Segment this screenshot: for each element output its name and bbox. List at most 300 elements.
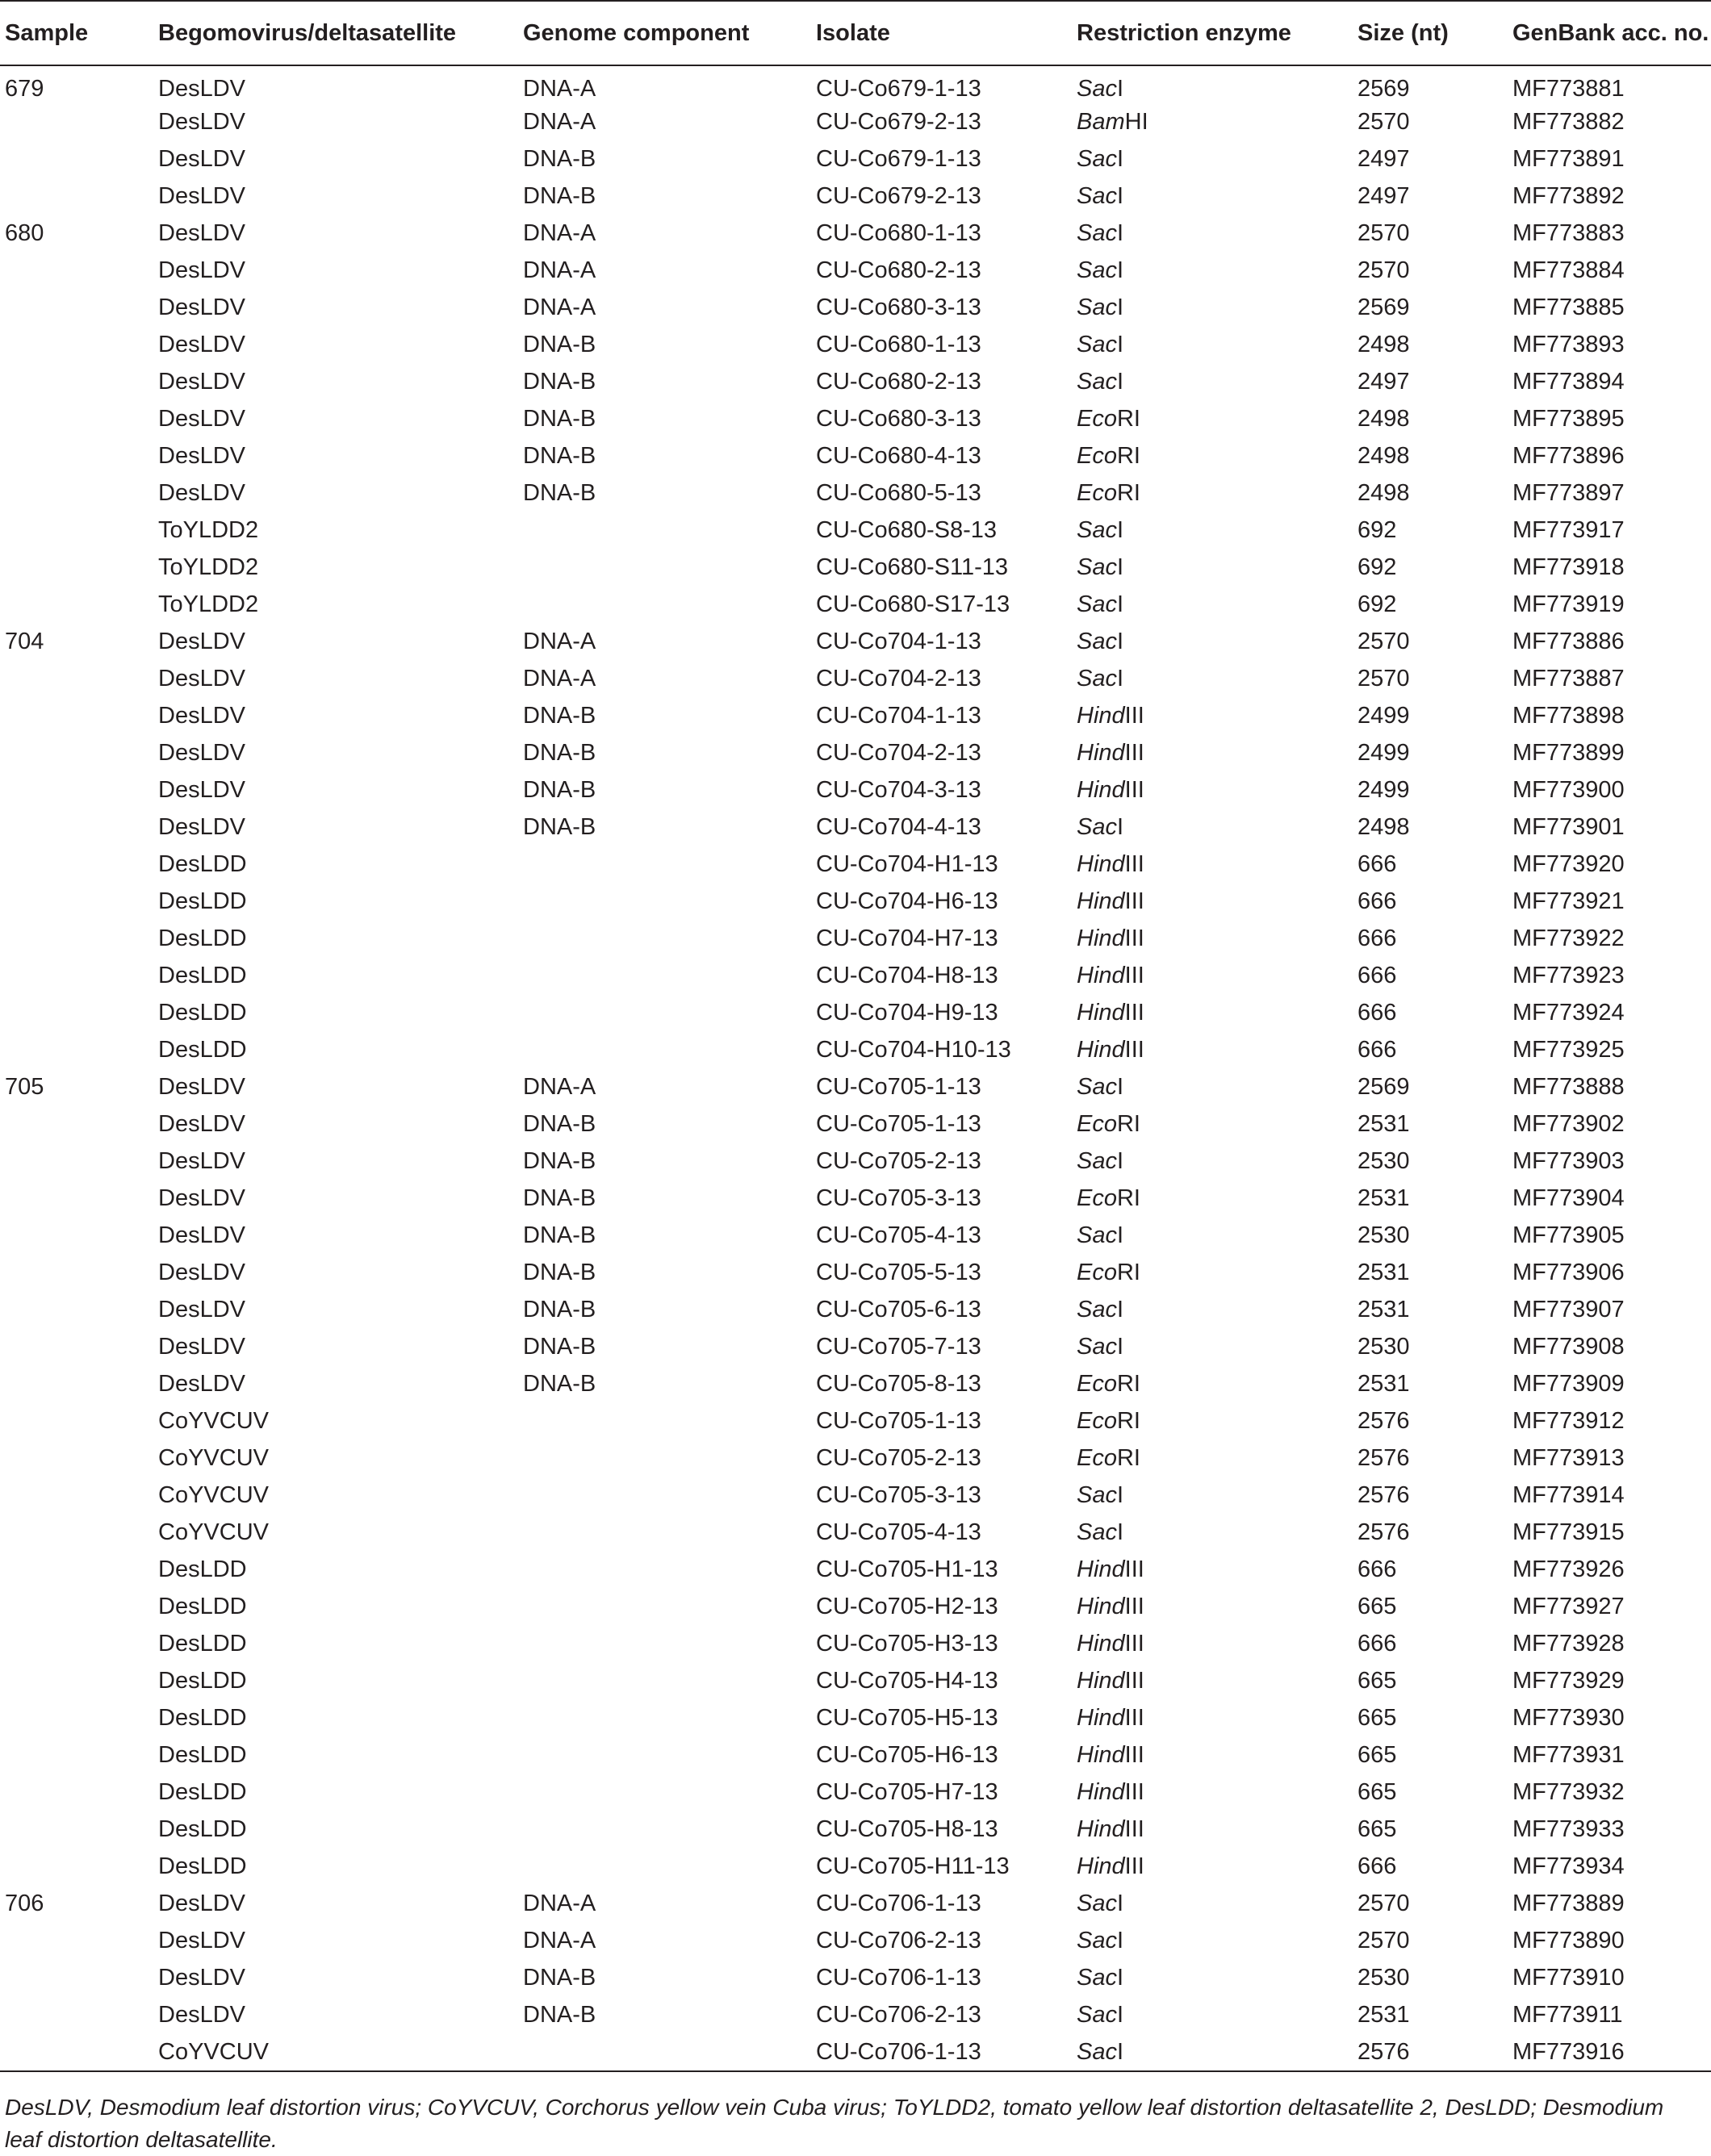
enzyme-italic-part: Hind	[1077, 740, 1125, 766]
cell-size: 2530	[1358, 1222, 1410, 1248]
cell-restriction-enzyme	[1072, 437, 1353, 474]
cell-isolate: CU-Co706-1-13	[811, 2033, 1072, 2071]
table-row	[0, 1031, 1711, 1068]
cell-genome-component	[518, 549, 811, 586]
cell-genbank-acc: MF773902	[1512, 1111, 1625, 1137]
cell-genome-component: DNA-B	[523, 1260, 596, 1285]
enzyme-italic-part: Sac	[1077, 369, 1117, 395]
cell-sample: 705	[5, 1074, 44, 1100]
cell-restriction-enzyme	[1072, 1439, 1353, 1477]
cell-genbank-acc: MF773907	[1512, 1297, 1625, 1322]
cell-genome-component: DNA-B	[523, 814, 596, 840]
cell-size: 2570	[1358, 257, 1410, 283]
cell-sample	[0, 1811, 153, 1848]
cell-restriction-enzyme	[1072, 883, 1353, 920]
enzyme-suffix: RI	[1116, 1260, 1140, 1285]
cell-sample	[0, 1588, 153, 1625]
cell-isolate: CU-Co705-2-13	[816, 1445, 981, 1471]
table-row	[0, 994, 1711, 1031]
cell-sample	[0, 1699, 153, 1736]
enzyme-italic-part: Sac	[1077, 2039, 1117, 2065]
cell-begomovirus: DesLDV	[158, 369, 245, 395]
cell-begomovirus: CoYVCUV	[158, 1408, 269, 1434]
cell-sample	[0, 1031, 153, 1068]
table-row	[0, 1477, 1711, 1514]
cell-size: 2570	[1358, 220, 1410, 246]
cell-isolate: CU-Co704-3-13	[816, 777, 981, 803]
cell-sample: 680	[5, 220, 44, 246]
cell-isolate: CU-Co705-2-13	[816, 1148, 981, 1174]
table-row	[0, 1774, 1711, 1811]
header-genome-component: Genome component	[518, 1, 811, 65]
table-row	[0, 140, 1711, 178]
table-row	[0, 957, 1711, 994]
enzyme-italic-part: Hind	[1077, 1853, 1125, 1879]
cell-genbank-acc: MF773924	[1512, 1000, 1625, 1026]
cell-genbank-acc: MF773913	[1512, 1445, 1625, 1471]
cell-sample	[0, 1514, 153, 1551]
cell-begomovirus: DesLDD	[158, 1853, 247, 1879]
cell-restriction-enzyme	[1072, 1774, 1353, 1811]
enzyme-suffix: RI	[1116, 1185, 1140, 1211]
enzyme-suffix: I	[1116, 554, 1124, 580]
enzyme-suffix: I	[1116, 629, 1124, 654]
cell-isolate: CU-Co679-2-13	[816, 109, 981, 135]
enzyme-suffix: I	[1116, 2002, 1124, 2028]
cell-sample	[0, 2033, 153, 2071]
cell-sample	[0, 140, 153, 178]
cell-size: 2531	[1358, 1260, 1410, 1285]
cell-size: 665	[1358, 1816, 1397, 1842]
cell-begomovirus: CoYVCUV	[153, 2033, 518, 2071]
cell-isolate: CU-Co680-2-13	[816, 257, 981, 283]
cell-begomovirus: DesLDD	[158, 1779, 247, 1805]
cell-begomovirus: DesLDV	[158, 2002, 245, 2028]
cell-begomovirus: DesLDV	[158, 443, 245, 469]
cell-genbank-acc: MF773896	[1512, 443, 1625, 469]
cell-genbank-acc: MF773905	[1512, 1222, 1625, 1248]
table-row	[0, 920, 1711, 957]
cell-genbank-acc: MF773921	[1512, 888, 1625, 914]
cell-isolate: CU-Co705-H3-13	[816, 1631, 998, 1657]
enzyme-italic-part: Sac	[1077, 1482, 1117, 1508]
table-row	[0, 1143, 1711, 1180]
cell-begomovirus: DesLDD	[158, 1594, 247, 1619]
cell-size: 2499	[1358, 777, 1410, 803]
cell-sample	[0, 771, 153, 808]
enzyme-italic-part: Hind	[1077, 1779, 1125, 1805]
cell-sample	[0, 1365, 153, 1402]
cell-genome-component	[518, 1477, 811, 1514]
cell-restriction-enzyme	[1072, 660, 1353, 697]
table-row	[0, 474, 1711, 512]
enzyme-suffix: I	[1116, 1074, 1124, 1100]
cell-begomovirus: DesLDD	[158, 963, 247, 988]
cell-begomovirus: DesLDV	[158, 1334, 245, 1360]
cell-begomovirus: DesLDV	[158, 109, 245, 135]
enzyme-italic-part: Hind	[1077, 888, 1125, 914]
enzyme-suffix: III	[1124, 1742, 1144, 1768]
cell-genome-component: DNA-B	[523, 146, 596, 172]
cell-begomovirus: DesLDV	[158, 777, 245, 803]
cell-genbank-acc: MF773912	[1512, 1408, 1625, 1434]
table-row	[0, 1180, 1711, 1217]
cell-sample	[0, 549, 153, 586]
cell-restriction-enzyme	[1072, 920, 1353, 957]
cell-genbank-acc: MF773916	[1508, 2033, 1711, 2071]
cell-genome-component: DNA-B	[523, 443, 596, 469]
cell-genome-component: DNA-B	[523, 1297, 596, 1322]
enzyme-italic-part: Sac	[1077, 1148, 1117, 1174]
cell-begomovirus: DesLDV	[158, 146, 245, 172]
header-restriction-enzyme: Restriction enzyme	[1072, 1, 1353, 65]
enzyme-italic-part: Eco	[1077, 443, 1117, 469]
table-row	[0, 1402, 1711, 1439]
cell-isolate: CU-Co705-6-13	[816, 1297, 981, 1322]
table-row	[0, 623, 1711, 660]
table-row	[0, 771, 1711, 808]
cell-restriction-enzyme	[1072, 1662, 1353, 1699]
cell-size: 2576	[1353, 2033, 1508, 2071]
table-footnote: DesLDV, Desmodium leaf distortion virus; CoYVCUV, Corchorus yellow vein Cuba virus; ToYLDD2, tomato yellow leaf distortion deltasatellite 2, DesLDD; Desmodium leaf distortion deltasatellite.	[5, 2095, 1664, 2152]
cell-isolate: CU-Co705-H6-13	[816, 1742, 998, 1768]
enzyme-italic-part: Hind	[1077, 1000, 1125, 1026]
cell-isolate: CU-Co680-3-13	[816, 295, 981, 320]
cell-sample	[0, 1551, 153, 1588]
cell-sample	[0, 994, 153, 1031]
cell-begomovirus: ToYLDD2	[158, 517, 259, 543]
enzyme-suffix: III	[1124, 888, 1144, 914]
cell-isolate: CU-Co704-1-13	[816, 703, 981, 729]
cell-genbank-acc: MF773919	[1512, 591, 1625, 617]
cell-restriction-enzyme	[1072, 1291, 1353, 1328]
cell-size: 2499	[1358, 740, 1410, 766]
table-row	[0, 660, 1711, 697]
table-body	[0, 65, 1711, 2071]
cell-sample	[0, 957, 153, 994]
header-row	[0, 1, 1711, 65]
table-row	[0, 1068, 1711, 1105]
cell-begomovirus: DesLDV	[158, 295, 245, 320]
cell-size: 665	[1358, 1594, 1397, 1619]
cell-genome-component: DNA-B	[523, 1334, 596, 1360]
enzyme-suffix: RI	[1116, 406, 1140, 432]
cell-size: 2576	[1358, 1482, 1410, 1508]
cell-begomovirus: DesLDV	[158, 666, 245, 692]
cell-genome-component	[518, 1551, 811, 1588]
enzyme-italic-part: Eco	[1077, 406, 1117, 432]
cell-begomovirus: DesLDD	[158, 1037, 247, 1063]
cell-genbank-acc: MF773901	[1512, 814, 1625, 840]
cell-sample	[0, 326, 153, 363]
enzyme-suffix: I	[1116, 1334, 1124, 1360]
cell-genbank-acc: MF773891	[1512, 146, 1625, 172]
cell-sample	[0, 1254, 153, 1291]
cell-restriction-enzyme	[1072, 1922, 1353, 1959]
cell-size: 665	[1358, 1779, 1397, 1805]
enzyme-italic-part: Sac	[1077, 1334, 1117, 1360]
cell-sample	[0, 660, 153, 697]
enzyme-suffix: RI	[1116, 1445, 1140, 1471]
cell-genome-component: DNA-B	[523, 1965, 596, 1991]
cell-genbank-acc: MF773920	[1512, 851, 1625, 877]
cell-genbank-acc: MF773898	[1512, 703, 1625, 729]
enzyme-suffix: III	[1124, 1853, 1144, 1879]
cell-begomovirus: DesLDV	[158, 703, 245, 729]
cell-begomovirus: ToYLDD2	[158, 554, 259, 580]
cell-restriction-enzyme	[1072, 1477, 1353, 1514]
cell-genbank-acc: MF773882	[1512, 109, 1625, 135]
cell-size: 2498	[1358, 443, 1410, 469]
enzyme-suffix: I	[1116, 517, 1124, 543]
cell-sample	[0, 400, 153, 437]
cell-genbank-acc: MF773899	[1512, 740, 1625, 766]
cell-genbank-acc: MF773931	[1512, 1742, 1625, 1768]
cell-size: 2570	[1358, 109, 1410, 135]
enzyme-suffix: III	[1124, 1668, 1144, 1694]
cell-begomovirus: DesLDV	[158, 220, 245, 246]
cell-genbank-acc: MF773914	[1512, 1482, 1625, 1508]
cell-genome-component: DNA-B	[523, 703, 596, 729]
cell-genbank-acc: MF773895	[1512, 406, 1625, 432]
enzyme-italic-part: Eco	[1077, 1260, 1117, 1285]
cell-begomovirus: DesLDV	[158, 332, 245, 357]
cell-genome-component	[518, 1848, 811, 1885]
cell-isolate: CU-Co680-S17-13	[816, 591, 1010, 617]
cell-sample: 679	[5, 76, 44, 102]
cell-begomovirus: DesLDV	[158, 629, 245, 654]
cell-begomovirus: DesLDV	[158, 1965, 245, 1991]
cell-sample	[0, 846, 153, 883]
cell-genome-component	[518, 1514, 811, 1551]
cell-genbank-acc: MF773888	[1512, 1074, 1625, 1100]
cell-genbank-acc: MF773925	[1512, 1037, 1625, 1063]
cell-begomovirus: DesLDD	[158, 1668, 247, 1694]
cell-isolate: CU-Co704-4-13	[816, 814, 981, 840]
table-row	[0, 734, 1711, 771]
table-row	[0, 1736, 1711, 1774]
cell-size: 2570	[1358, 629, 1410, 654]
cell-sample	[0, 512, 153, 549]
cell-restriction-enzyme	[1072, 474, 1353, 512]
cell-sample	[0, 363, 153, 400]
cell-restriction-enzyme	[1072, 1180, 1353, 1217]
enzyme-suffix: III	[1124, 777, 1144, 803]
table-row	[0, 103, 1711, 140]
cell-genome-component: DNA-B	[523, 1371, 596, 1397]
cell-isolate: CU-Co705-1-13	[816, 1111, 981, 1137]
enzyme-suffix: III	[1124, 1816, 1144, 1842]
cell-sample	[0, 883, 153, 920]
cell-genbank-acc: MF773926	[1512, 1556, 1625, 1582]
cell-isolate: CU-Co705-H1-13	[816, 1556, 998, 1582]
table-row	[0, 1365, 1711, 1402]
enzyme-suffix: I	[1116, 1148, 1124, 1174]
cell-genome-component: DNA-B	[523, 740, 596, 766]
cell-genbank-acc: MF773908	[1512, 1334, 1625, 1360]
cell-genome-component	[518, 1439, 811, 1477]
cell-restriction-enzyme	[1072, 734, 1353, 771]
cell-restriction-enzyme	[1072, 808, 1353, 846]
enzyme-italic-part: Sac	[1077, 220, 1117, 246]
enzyme-suffix: I	[1116, 220, 1124, 246]
cell-restriction-enzyme	[1072, 1217, 1353, 1254]
enzyme-suffix: III	[1124, 740, 1144, 766]
table-row	[0, 883, 1711, 920]
enzyme-italic-part: Sac	[1077, 1965, 1117, 1991]
enzyme-suffix: I	[1116, 183, 1124, 209]
cell-genbank-acc: MF773928	[1512, 1631, 1625, 1657]
enzyme-suffix: RI	[1116, 1371, 1140, 1397]
enzyme-suffix: I	[1116, 1222, 1124, 1248]
cell-isolate: CU-Co704-H1-13	[816, 851, 998, 877]
cell-genome-component: DNA-B	[523, 480, 596, 506]
table-row	[0, 512, 1711, 549]
cell-genome-component: DNA-B	[523, 332, 596, 357]
enzyme-italic-part: Sac	[1077, 1519, 1117, 1545]
enzyme-italic-part: Eco	[1077, 1408, 1117, 1434]
cell-begomovirus: DesLDD	[158, 1631, 247, 1657]
cell-genome-component: DNA-B	[523, 2002, 596, 2028]
enzyme-suffix: I	[1116, 666, 1124, 692]
enzyme-italic-part: Hind	[1077, 1668, 1125, 1694]
cell-begomovirus: DesLDV	[158, 480, 245, 506]
enzyme-italic-part: Eco	[1077, 1185, 1117, 1211]
table-row	[0, 1588, 1711, 1625]
cell-restriction-enzyme	[1072, 252, 1353, 289]
cell-genome-component	[518, 512, 811, 549]
cell-size: 665	[1358, 1668, 1397, 1694]
enzyme-suffix: I	[1116, 1891, 1124, 1916]
enzyme-italic-part: Sac	[1077, 666, 1117, 692]
cell-size: 2498	[1358, 406, 1410, 432]
cell-genbank-acc: MF773885	[1512, 295, 1625, 320]
enzyme-suffix: III	[1124, 1631, 1144, 1657]
table-row	[0, 289, 1711, 326]
enzyme-suffix: RI	[1116, 1408, 1140, 1434]
cell-isolate: CU-Co704-H8-13	[816, 963, 998, 988]
enzyme-italic-part: Hind	[1077, 851, 1125, 877]
enzyme-italic-part: Sac	[1077, 814, 1117, 840]
cell-isolate: CU-Co706-1-13	[816, 1891, 981, 1916]
enzyme-italic-part: Eco	[1077, 1111, 1117, 1137]
cell-genbank-acc: MF773917	[1512, 517, 1625, 543]
cell-size: 666	[1358, 963, 1397, 988]
enzyme-suffix: III	[1124, 1037, 1144, 1063]
cell-size: 665	[1358, 1705, 1397, 1731]
cell-size: 2497	[1358, 369, 1410, 395]
cell-genome-component: DNA-A	[523, 629, 596, 654]
cell-genbank-acc: MF773883	[1512, 220, 1625, 246]
cell-begomovirus: DesLDD	[158, 851, 247, 877]
cell-restriction-enzyme	[1072, 363, 1353, 400]
cell-begomovirus: DesLDV	[158, 1222, 245, 1248]
cell-isolate: CU-Co706-2-13	[816, 1928, 981, 1953]
cell-genbank-acc: MF773904	[1512, 1185, 1625, 1211]
enzyme-suffix: III	[1124, 1705, 1144, 1731]
cell-begomovirus: DesLDV	[158, 740, 245, 766]
cell-begomovirus: DesLDV	[158, 257, 245, 283]
cell-size: 2576	[1358, 1519, 1410, 1545]
cell-genbank-acc: MF773918	[1512, 554, 1625, 580]
enzyme-suffix: I	[1116, 1965, 1124, 1991]
table-row	[0, 1996, 1711, 2033]
enzyme-italic-part: Hind	[1077, 1037, 1125, 1063]
table-row	[0, 549, 1711, 586]
cell-restriction-enzyme	[1072, 957, 1353, 994]
cell-restriction-enzyme	[1072, 846, 1353, 883]
table-row	[0, 1217, 1711, 1254]
cell-isolate: CU-Co679-1-13	[816, 146, 981, 172]
cell-sample	[0, 1143, 153, 1180]
cell-size: 666	[1358, 1556, 1397, 1582]
cell-size: 666	[1358, 925, 1397, 951]
cell-begomovirus: DesLDD	[158, 1705, 247, 1731]
cell-isolate: CU-Co704-H9-13	[816, 1000, 998, 1026]
cell-restriction-enzyme	[1072, 1996, 1353, 2033]
cell-begomovirus: DesLDD	[158, 1556, 247, 1582]
cell-isolate: CU-Co705-4-13	[816, 1222, 981, 1248]
cell-genome-component: DNA-A	[523, 1891, 596, 1916]
cell-sample	[0, 289, 153, 326]
cell-genbank-acc: MF773881	[1512, 76, 1625, 102]
cell-genome-component	[518, 957, 811, 994]
enzyme-italic-part: Sac	[1077, 332, 1117, 357]
cell-size: 2497	[1358, 146, 1410, 172]
enzyme-italic-part: Sac	[1077, 1074, 1117, 1100]
cell-restriction-enzyme	[1072, 1402, 1353, 1439]
enzyme-suffix: III	[1124, 851, 1144, 877]
enzyme-suffix: III	[1124, 1594, 1144, 1619]
cell-isolate: CU-Co705-H8-13	[816, 1816, 998, 1842]
cell-genbank-acc: MF773910	[1512, 1965, 1625, 1991]
cell-isolate: CU-Co704-1-13	[816, 629, 981, 654]
enzyme-italic-part: Eco	[1077, 1371, 1117, 1397]
cell-isolate: CU-Co705-8-13	[816, 1371, 981, 1397]
cell-genbank-acc: MF773911	[1512, 2002, 1623, 2028]
table-row	[0, 1959, 1711, 1996]
cell-genome-component	[518, 586, 811, 623]
cell-isolate: CU-Co705-H4-13	[816, 1668, 998, 1694]
cell-genbank-acc: MF773886	[1512, 629, 1625, 654]
cell-size: 2576	[1358, 1445, 1410, 1471]
cell-restriction-enzyme	[1072, 1959, 1353, 1996]
enzyme-suffix: I	[1116, 814, 1124, 840]
cell-genome-component	[518, 846, 811, 883]
cell-size: 2531	[1358, 1371, 1410, 1397]
cell-isolate: CU-Co680-1-13	[816, 332, 981, 357]
cell-size: 666	[1358, 1853, 1397, 1879]
enzyme-suffix: I	[1116, 2039, 1124, 2065]
cell-size: 2570	[1358, 1891, 1410, 1916]
cell-genome-component: DNA-A	[523, 76, 596, 102]
cell-isolate: CU-Co680-3-13	[816, 406, 981, 432]
cell-restriction-enzyme	[1072, 1551, 1353, 1588]
cell-genbank-acc: MF773932	[1512, 1779, 1625, 1805]
cell-genbank-acc: MF773892	[1512, 183, 1625, 209]
cell-size: 2531	[1358, 1111, 1410, 1137]
enzyme-italic-part: Hind	[1077, 777, 1125, 803]
cell-sample	[0, 1328, 153, 1365]
cell-genbank-acc: MF773922	[1512, 925, 1625, 951]
cell-genome-component	[518, 1588, 811, 1625]
cell-begomovirus: DesLDD	[158, 888, 247, 914]
enzyme-italic-part: Sac	[1077, 1222, 1117, 1248]
header-isolate: Isolate	[811, 1, 1072, 65]
cell-begomovirus: DesLDV	[158, 814, 245, 840]
cell-genbank-acc: MF773897	[1512, 480, 1625, 506]
cell-isolate: CU-Co680-5-13	[816, 480, 981, 506]
